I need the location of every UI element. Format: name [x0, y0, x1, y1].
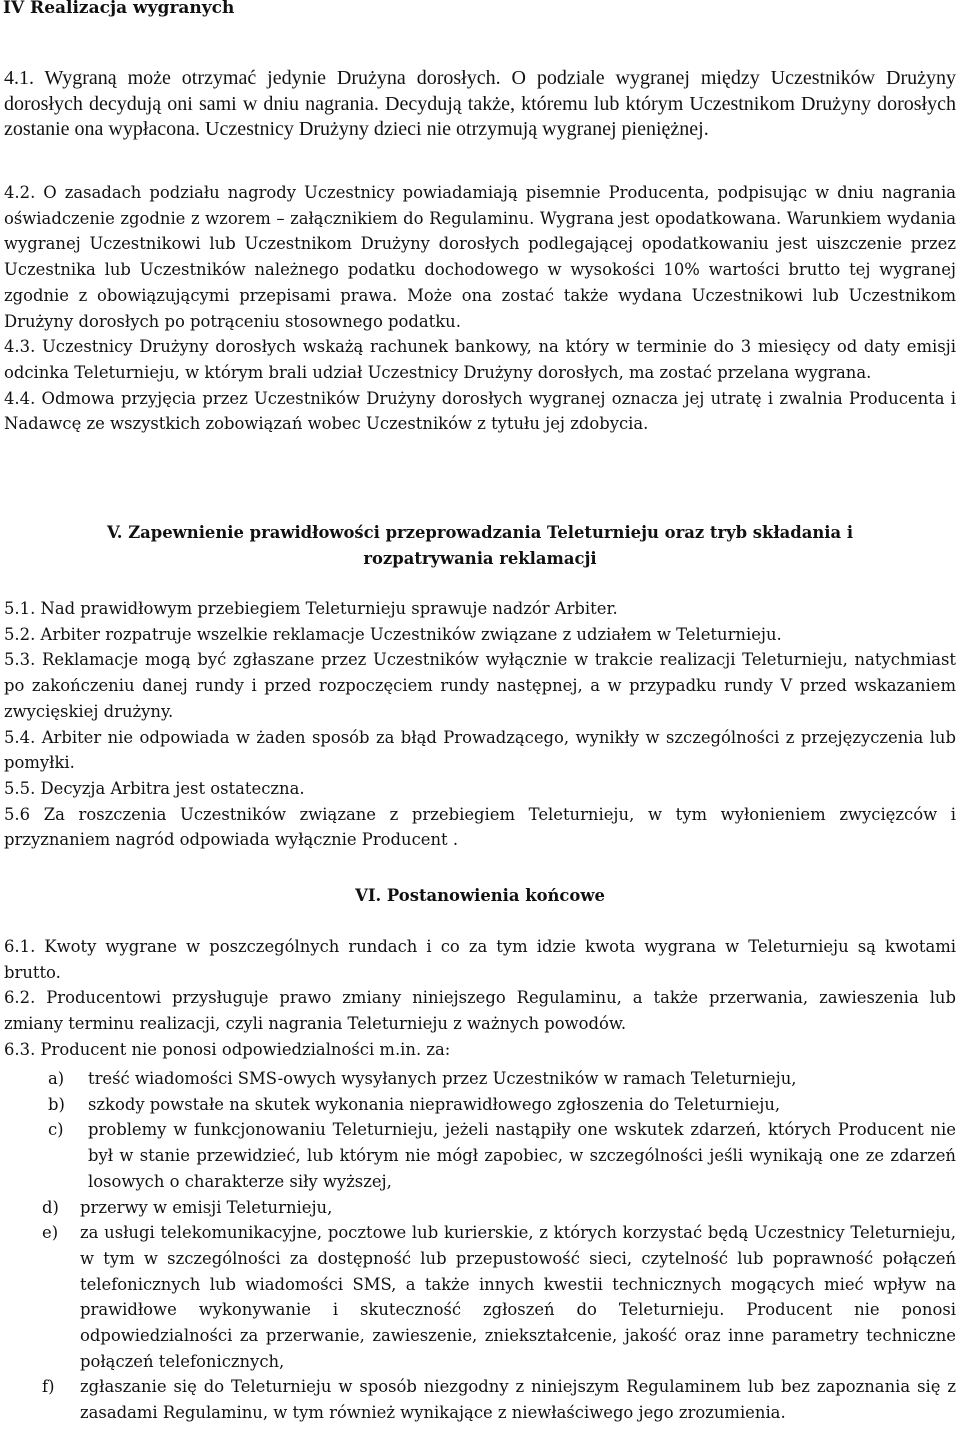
paragraph-5-6: 5.6 Za roszczenia Uczestników związane z przebiegiem Teleturnieju, w tym wyłonieniem zwycięzców i przyznaniem nagród odpowiada wyłącznie Producent .	[4, 804, 956, 850]
paragraph-4-3: 4.3. Uczestnicy Drużyny dorosłych wskażą rachunek bankowy, na który w terminie do 3 miesięcy od daty emisji odcinka Teleturnieju, w którym brali udział Uczestnicy Drużyny dorosłych, ma zostać przelana wygrana.	[4, 337, 956, 382]
section-v-heading: V. Zapewnienie prawidłowości przeprowadzania Teleturnieju oraz tryb składania i rozpatrywania reklamacji	[106, 523, 854, 568]
section-vi-heading-wrap	[4, 883, 956, 909]
paragraph-5-5: 5.5. Decyzja Arbitra jest ostateczna.	[4, 778, 305, 798]
list-marker: f)	[42, 1377, 55, 1397]
list-item	[4, 1092, 956, 1118]
section-iv-part2	[4, 180, 956, 437]
list-item	[4, 1374, 956, 1425]
paragraph-5-1: 5.1. Nad prawidłowym przebiegiem Teleturnieju sprawuje nadzór Arbiter.	[4, 599, 618, 618]
section-v-body	[4, 596, 956, 853]
paragraph-4-2: 4.2. O zasadach podziału nagrody Uczestnicy powiadamiają pisemnie Producenta, podpisując w dniu nagrania oświadczenie zgodnie z wzorem – załącznikiem do Regulaminu. Wygrana jest opodatkowana. Warunkiem wydania wygranej Uczestnikowi lub Uczestnikom Drużyny dorosłych podlegającej opodatkowaniu jest uiszczenie przez Uczestnika lub Uczestników należnego podatku dochodowego w wysokości 10% wartości brutto tej wygranej zgodnie z obowiązującymi przepisami prawa. Może ona zostać także wydana Uczestnikowi lub Uczestnikom Drużyny dorosłych po potrąceniu stosownego podatku.	[4, 183, 956, 331]
section-vi-heading: VI. Postanowienia końcowe	[355, 886, 605, 905]
list-item	[4, 1066, 956, 1092]
list-marker: e)	[42, 1223, 59, 1243]
list-item	[4, 1195, 956, 1221]
section-iv-heading: IV Realizacja wygranych	[3, 0, 235, 18]
list-marker: d)	[42, 1197, 59, 1217]
list-marker: a)	[48, 1069, 65, 1088]
paragraph-4-4: 4.4. Odmowa przyjęcia przez Uczestników Drużyny dorosłych wygranej oznacza jej utratę i zwalnia Producenta i Nadawcę ze wszystkich zobowiązań wobec Uczestników z tytułu jej zdobycia.	[4, 388, 956, 434]
list-item-text: przerwy w emisji Teleturnieju,	[80, 1197, 333, 1217]
paragraph-4-1: 4.1. Wygraną może otrzymać jedynie Drużyna dorosłych. O podziale wygranej między Uczestników Drużyny dorosłych decydują oni sami w dniu nagrania. Decydują także, któremu lub którym Uczestnikom Drużyny dorosłych zostanie ona wypłacona. Uczestnicy Drużyny dzieci nie otrzymują wygranej pieniężnej.	[4, 67, 956, 140]
paragraph-5-2: 5.2. Arbiter rozpatruje wszelkie reklamacje Uczestników związane z udziałem w Teleturnieju.	[4, 624, 782, 644]
section-iv-part1	[4, 66, 956, 143]
list-marker: c)	[48, 1120, 64, 1140]
list-item-text: szkody powstałe na skutek wykonania nieprawidłowego zgłoszenia do Teleturnieju,	[88, 1094, 781, 1114]
paragraph-5-4: 5.4. Arbiter nie odpowiada w żaden sposób za błąd Prowadzącego, wynikły w szczególności z przejęzyczenia lub pomyłki.	[4, 727, 956, 773]
list-item-text: problemy w funkcjonowaniu Teleturnieju, jeżeli nastąpiły one wskutek zdarzeń, których Producent nie był w stanie przewidzieć, lub którym nie mógł zapobiec, w szczególności jeśli wynikają one ze zdarzeń losowych o charakterze siły wyższej,	[88, 1120, 956, 1191]
paragraph-5-3: 5.3. Reklamacje mogą być zgłaszane przez Uczestników wyłącznie w trakcie realizacji Teleturnieju, natychmiast po zakończeniu danej rundy i przed rozpoczęciem rundy następnej, a w przypadku rundy V przed wskazaniem zwycięskiej drużyny.	[4, 650, 956, 721]
list-item-text: zgłaszanie się do Teleturnieju w sposób niezgodny z niniejszym Regulaminem lub bez zapoznania się z zasadami Regulaminu, w tym również wynikające z niewłaściwego jego zrozumienia.	[80, 1377, 956, 1423]
liability-list	[4, 1066, 956, 1426]
paragraph-6-3: 6.3. Producent nie ponosi odpowiedzialności m.in. za:	[4, 1039, 451, 1059]
list-marker: b)	[48, 1094, 65, 1114]
section-v-heading-wrap	[70, 520, 890, 571]
list-item-text: treść wiadomości SMS-owych wysyłanych przez Uczestników w ramach Teleturnieju,	[88, 1069, 797, 1088]
paragraph-6-2: 6.2. Producentowi przysługuje prawo zmiany niniejszego Regulaminu, a także przerwania, zawieszenia lub zmiany terminu realizacji, czyli nagrania Teleturnieju z ważnych powodów.	[4, 988, 956, 1034]
list-item	[4, 1220, 956, 1374]
list-item-text: za usługi telekomunikacyjne, pocztowe lub kurierskie, z których korzystać będą Uczestnicy Teleturnieju, w tym w szczególności za dostępność lub przepustowość sieci, czytelność lub poprawność połączeń telefonicznych lub wiadomości SMS, a także innych kwestii technicznych mogących mieć wpływ na prawidłowe wykonywanie i skuteczność zgłoszeń do Teleturnieju. Producent nie ponosi odpowiedzialności za przerwanie, zawieszenie, zniekształcenie, jakość oraz inne parametry techniczne połączeń telefonicznych,	[80, 1223, 956, 1371]
paragraph-6-1: 6.1. Kwoty wygrane w poszczególnych rundach i co za tym idzie kwota wygrana w Teleturnieju są kwotami brutto.	[4, 937, 956, 982]
section-vi-body	[4, 934, 956, 1063]
list-item	[4, 1117, 956, 1194]
